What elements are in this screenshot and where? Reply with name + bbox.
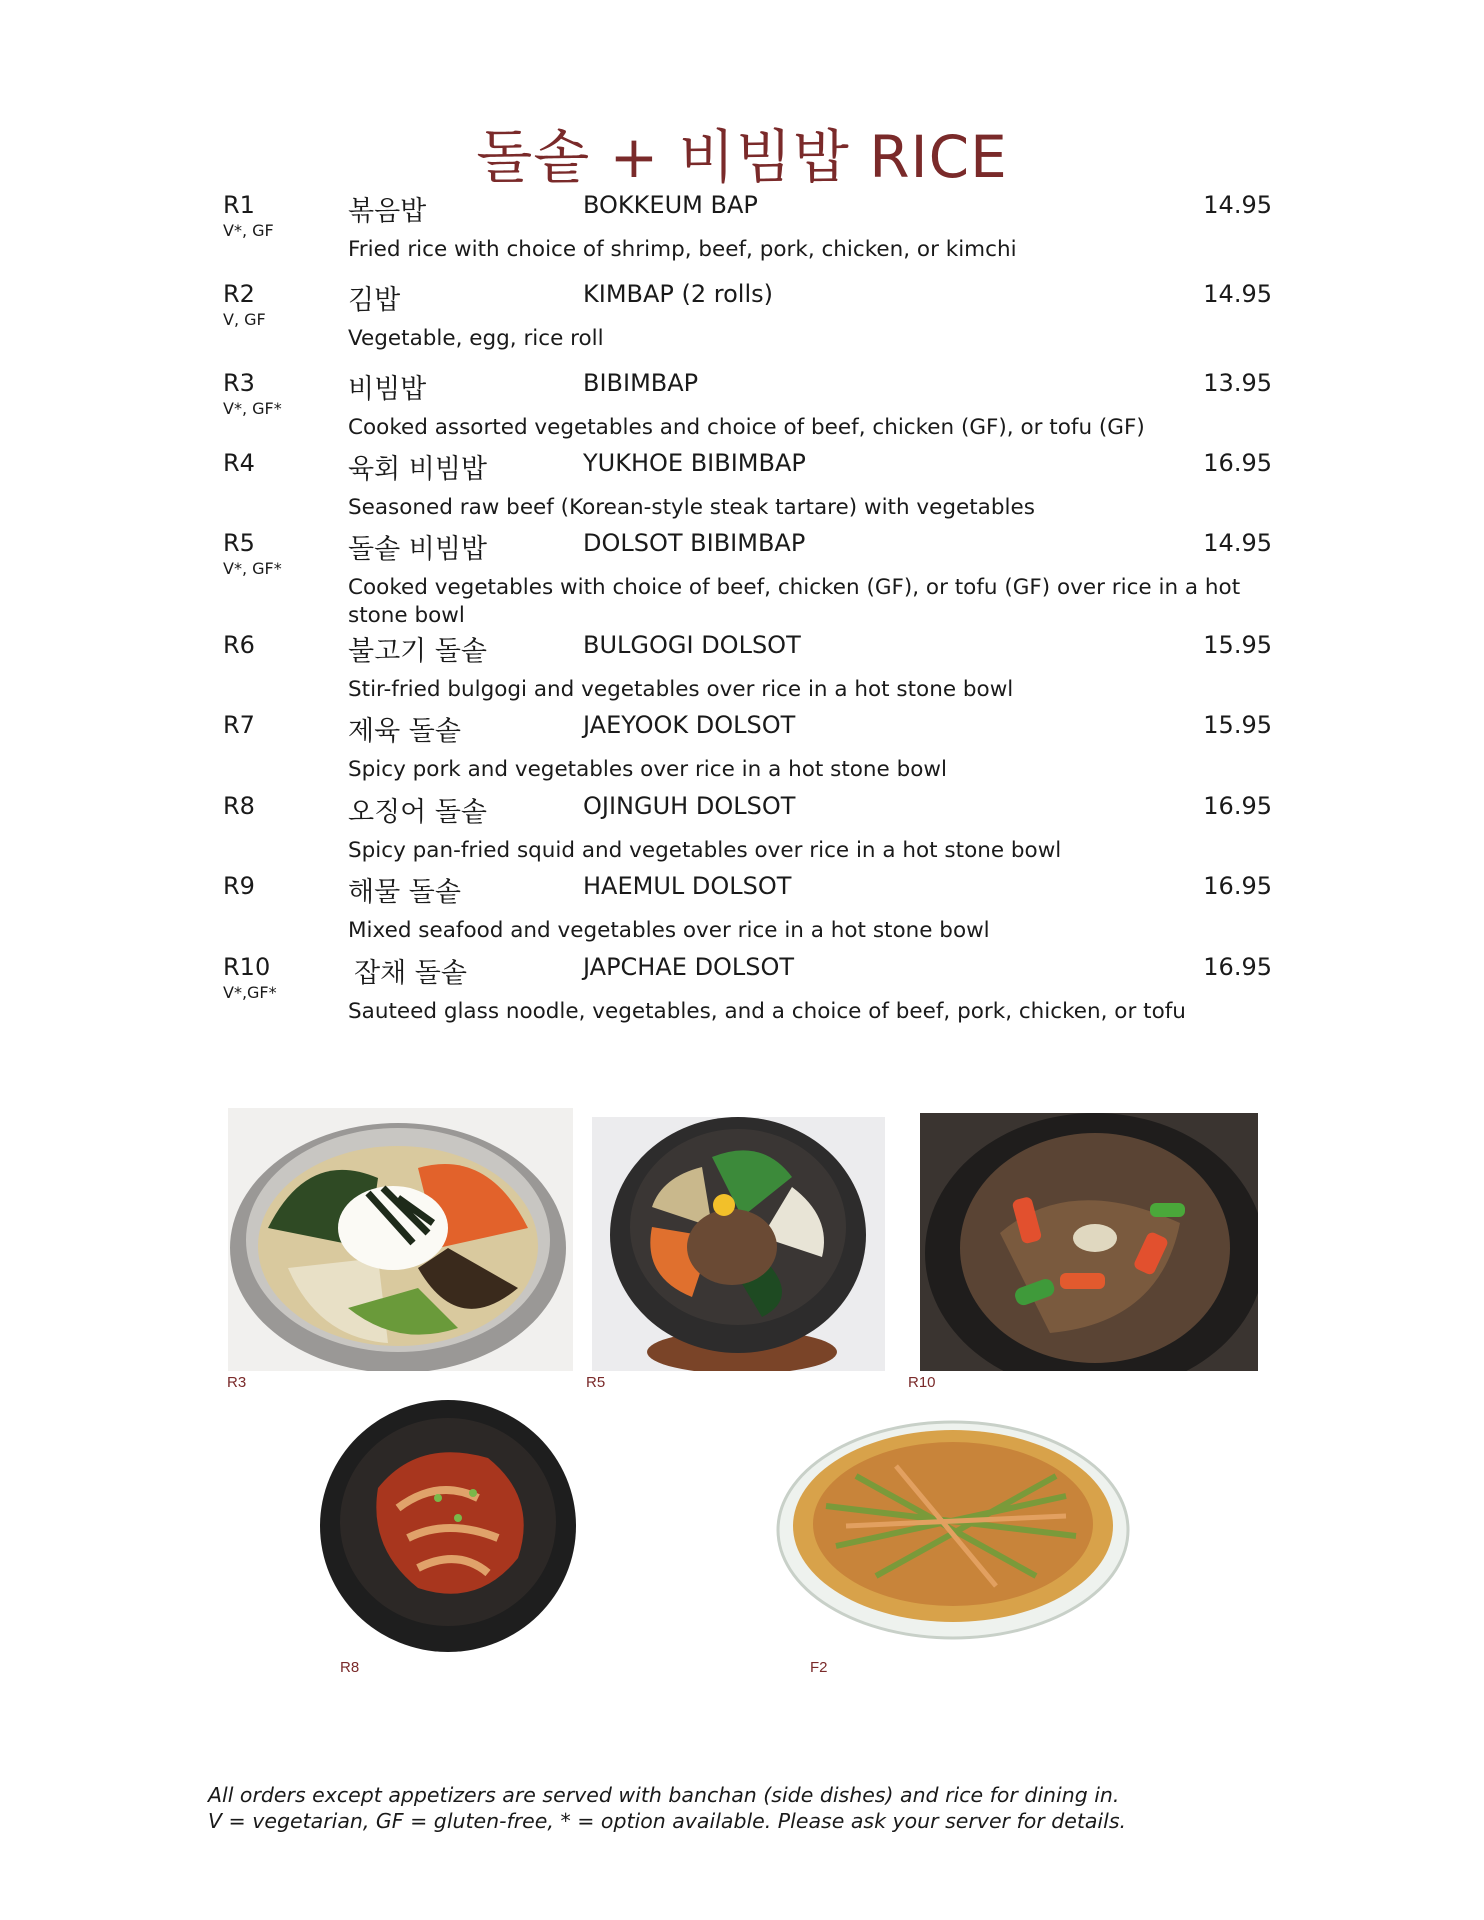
item-english-name: BOKKEUM BAP <box>583 191 758 219</box>
item-english-name: YUKHOE BIBIMBAP <box>583 449 806 477</box>
item-code: R5 <box>223 529 255 557</box>
item-english-name: HAEMUL DOLSOT <box>583 872 792 900</box>
item-description: Mixed seafood and vegetables over rice in a hot stone bowl <box>348 918 990 943</box>
item-english-name: BULGOGI DOLSOT <box>583 631 801 659</box>
item-price: 15.95 <box>1203 631 1272 659</box>
footer-line: V = vegetarian, GF = gluten-free, * = option available. Please ask your server for details. <box>208 1809 1127 1833</box>
item-price: 14.95 <box>1203 529 1272 557</box>
item-dietary-tags: V*,GF* <box>223 983 277 1002</box>
item-price: 16.95 <box>1203 872 1272 900</box>
item-code: R8 <box>223 792 255 820</box>
footer-notes <box>208 1782 1126 1834</box>
photo-caption: R3 <box>227 1374 247 1391</box>
item-code: R2 <box>223 280 255 308</box>
item-korean-name: 볶음밥 <box>348 196 427 227</box>
item-price: 16.95 <box>1203 953 1272 981</box>
item-korean-name: 김밥 <box>348 285 401 316</box>
item-dietary-tags: V*, GF* <box>223 559 282 578</box>
item-korean-name: 불고기 돌솥 <box>348 636 487 667</box>
item-description: Sauteed glass noodle, vegetables, and a choice of beef, pork, chicken, or tofu <box>348 999 1186 1024</box>
pancake-photo <box>776 1416 1130 1640</box>
item-price: 14.95 <box>1203 191 1272 219</box>
ojinguh-photo <box>318 1398 578 1654</box>
item-korean-name: 해물 돌솥 <box>348 877 461 908</box>
item-description: Vegetable, egg, rice roll <box>348 326 604 351</box>
item-code: R9 <box>223 872 255 900</box>
item-description: Fried rice with choice of shrimp, beef, pork, chicken, or kimchi <box>348 237 1017 262</box>
photo-caption: R5 <box>586 1374 606 1391</box>
item-english-name: JAPCHAE DOLSOT <box>583 953 795 981</box>
footer-line: All orders except appetizers are served with banchan (side dishes) and rice for dining in. <box>208 1783 1120 1807</box>
item-dietary-tags: V*, GF <box>223 221 274 240</box>
item-english-name: KIMBAP (2 rolls) <box>583 280 773 308</box>
japchae-dolsot-photo <box>920 1113 1258 1371</box>
page-title: 돌솥 + 비빔밥 RICE <box>476 123 1008 191</box>
item-korean-name: 돌솥 비빔밥 <box>348 534 487 565</box>
item-korean-name: 오징어 돌솥 <box>348 797 487 828</box>
item-korean-name: 제육 돌솥 <box>348 716 461 747</box>
item-code: R10 <box>223 953 271 981</box>
item-description: Spicy pork and vegetables over rice in a hot stone bowl <box>348 757 947 782</box>
item-english-name: JAEYOOK DOLSOT <box>583 711 796 739</box>
item-code: R6 <box>223 631 255 659</box>
item-description: Stir-fried bulgogi and vegetables over rice in a hot stone bowl <box>348 677 1014 702</box>
item-price: 16.95 <box>1203 792 1272 820</box>
photo-caption: F2 <box>810 1659 828 1676</box>
item-code: R4 <box>223 449 255 477</box>
item-english-name: BIBIMBAP <box>583 369 699 397</box>
item-description: Spicy pan-fried squid and vegetables over rice in a hot stone bowl <box>348 838 1062 863</box>
item-price: 13.95 <box>1203 369 1272 397</box>
dolsot-bibimbap-photo <box>592 1117 885 1371</box>
item-code: R3 <box>223 369 255 397</box>
item-korean-name: 잡채 돌솥 <box>354 958 467 989</box>
item-code: R7 <box>223 711 255 739</box>
item-price: 15.95 <box>1203 711 1272 739</box>
photo-caption: R10 <box>908 1374 936 1391</box>
item-english-name: OJINGUH DOLSOT <box>583 792 796 820</box>
item-korean-name: 비빔밥 <box>348 374 427 405</box>
item-dietary-tags: V, GF <box>223 310 266 329</box>
item-dietary-tags: V*, GF* <box>223 399 282 418</box>
item-korean-name: 육회 비빔밥 <box>348 454 487 485</box>
item-price: 16.95 <box>1203 449 1272 477</box>
item-description: Cooked vegetables with choice of beef, chicken (GF), or tofu (GF) over rice in a hot stone bowl <box>348 575 1241 628</box>
item-english-name: DOLSOT BIBIMBAP <box>583 529 806 557</box>
bibimbap-photo <box>228 1108 573 1371</box>
photo-caption: R8 <box>340 1659 360 1676</box>
item-description: Seasoned raw beef (Korean-style steak tartare) with vegetables <box>348 495 1035 520</box>
item-description: Cooked assorted vegetables and choice of beef, chicken (GF), or tofu (GF) <box>348 415 1145 440</box>
item-code: R1 <box>223 191 255 219</box>
item-price: 14.95 <box>1203 280 1272 308</box>
